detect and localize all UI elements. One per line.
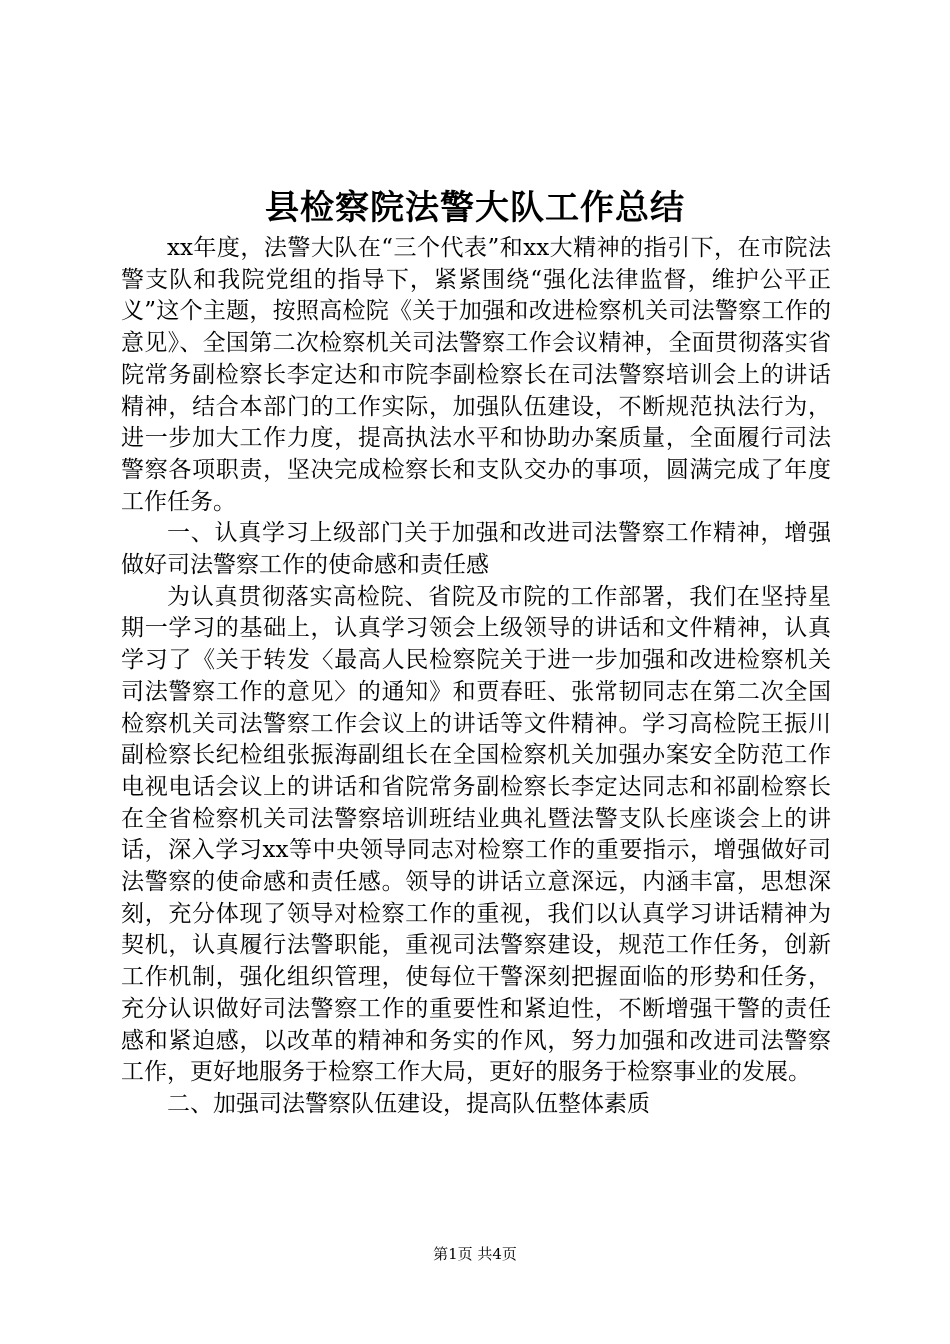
section-heading-2: 二、加强司法警察队伍建设，提高队伍整体素质: [167, 1090, 650, 1117]
page-footer: 第1页 共4页: [433, 1245, 517, 1263]
document-title: 县检察院法警大队工作总结: [265, 188, 685, 228]
section-heading-1: 一、认真学习上级部门关于加强和改进司法警察工作精神，增强做好司法警察工作的使命感和责任感: [121, 520, 831, 579]
section-1-paragraph: 为认真贯彻落实高检院、省院及市院的工作部署，我们在坚持星期一学习的基础上，认真学习领会上级领导的讲话和文件精神，认真学习了《关于转发〈最高人民检察院关于进一步加强和改进检察机关司法警察工作的意见〉的通知》和贾春旺、张常韧同志在第二次全国检察机关司法警察工作会议上的讲话等文件精神。学习高检院王振川副检察长纪检组张振海副组长在全国检察机关加强办案安全防范工作电视电话会议上的讲话和省院常务副检察长李定达同志和祁副检察长在全省检察机关司法警察培训班结业典礼暨法警支队长座谈会上的讲话，深入学习xx等中央领导同志对检察工作的重要指示，增强做好司法警察的使命感和责任感。领导的讲话立意深远，内涵丰富，思想深刻，充分体现了领导对检察工作的重视，我们以认真学习讲话精神为契机，认真履行法警职能，重视司法警察建设，规范工作任务，创新工作机制，强化组织管理，使每位干警深刻把握面临的形势和任务，充分认识做好司法警察工作的重要性和紧迫性，不断增强干警的责任感和紧迫感，以改革的精神和务实的作风，努力加强和改进司法警察工作，更好地服务于检察工作大局，更好的服务于检察事业的发展。: [121, 583, 831, 1086]
document-body: [121, 233, 831, 1121]
intro-paragraph: xx年度，法警大队在“三个代表”和xx大精神的指引下，在市院法警支队和我院党组的指导下，紧紧围绕“强化法律监督，维护公平正义”这个主题，按照高检院《关于加强和改进检察机关司法警察工作的意见》、全国第二次检察机关司法警察工作会议精神，全面贯彻落实省院常务副检察长李定达和市院李副检察长在司法警察培训会上的讲话精神，结合本部门的工作实际，加强队伍建设，不断规范执法行为，进一步加大工作力度，提高执法水平和协助办案质量，全面履行司法警察各项职责，坚决完成检察长和支队交办的事项，圆满完成了年度工作任务。: [121, 235, 831, 515]
